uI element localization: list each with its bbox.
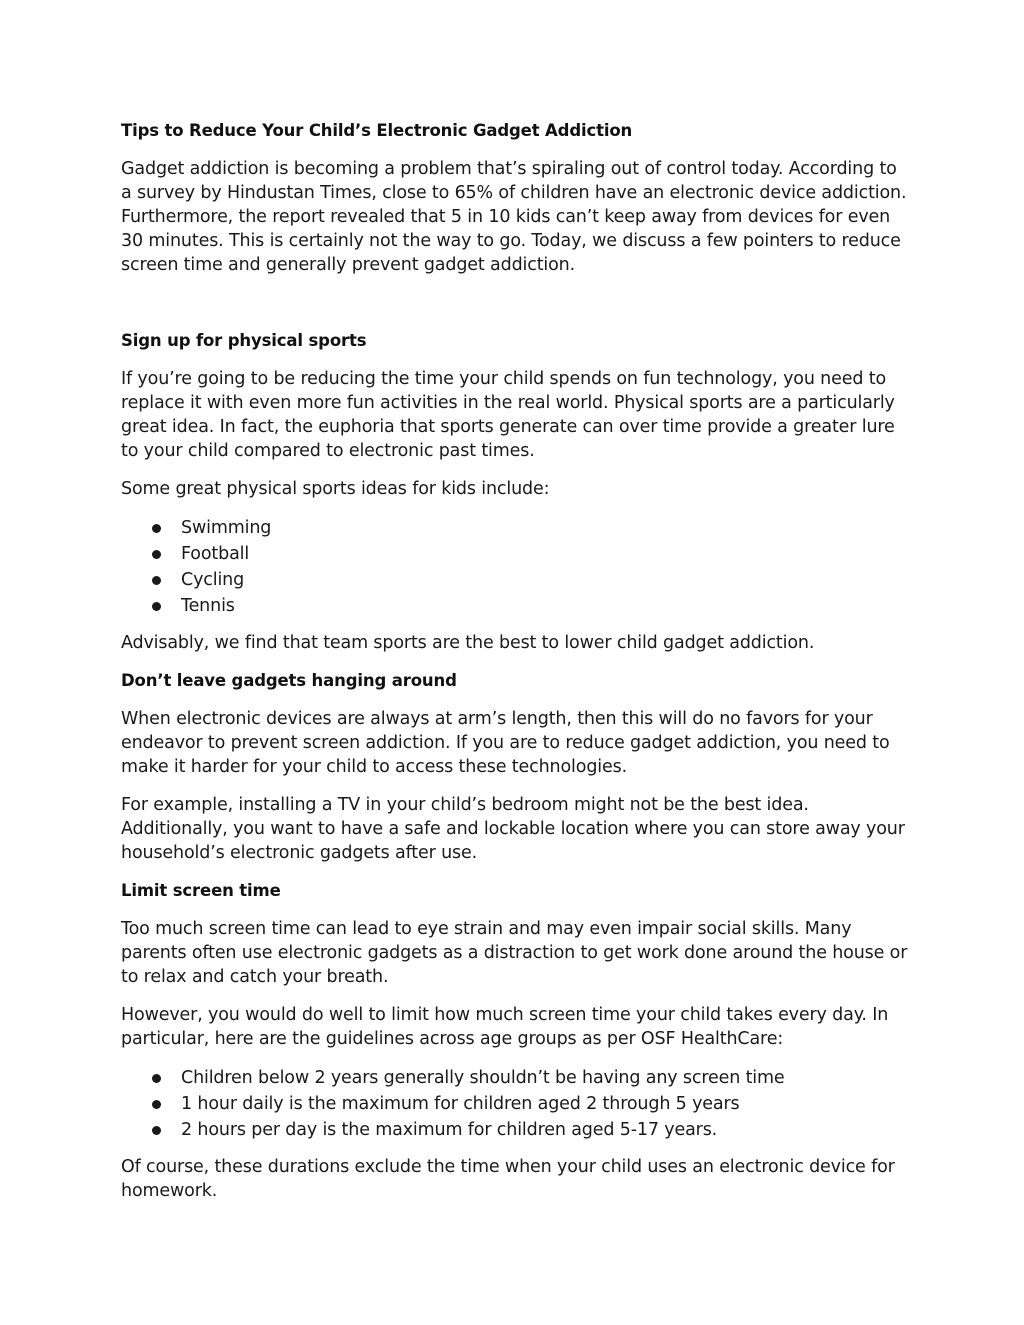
list-item-text: 1 hour daily is the maximum for children aged 2 through 5 years [181,1094,740,1114]
list-item-text: Tennis [181,596,235,616]
bullet-icon [152,1100,161,1109]
bullet-icon [152,550,161,559]
section-spacer [121,291,911,329]
list-item [121,541,911,567]
list-item [121,515,911,541]
bullet-icon [152,602,161,611]
screen-time-guidelines-list [121,1065,911,1143]
physical-sports-paragraph-1: If you’re going to be reducing the time your child spends on fun technology, you need to replace it with even more fun activities in the real world. Physical sports are a particularly great idea. In fact, the euphoria that sports generate can over time provide a greater lure to your child compared to electronic past times. [121,369,895,461]
list-item [121,567,911,593]
intro-paragraph: Gadget addiction is becoming a problem that’s spiraling out of control today. According to a survey by Hindustan Times, close to 65% of children have an electronic device addiction. Furthermore, the report revealed that 5 in 10 kids can’t keep away from devices for even 30 minutes. This is certainly not the way to go. Today, we discuss a few pointers to reduce screen time and generally prevent gadget addiction. [121,159,907,275]
list-item [121,1117,911,1143]
section-heading-physical-sports: Sign up for physical sports [121,331,367,350]
list-item [121,1091,911,1117]
gadgets-around-paragraph-1: When electronic devices are always at arm’s length, then this will do no favors for your endeavor to prevent screen addiction. If you are to reduce gadget addiction, you need to make it harder for your child to access these technologies. [121,709,890,777]
bullet-icon [152,1074,161,1083]
list-item-text: 2 hours per day is the maximum for children aged 5-17 years. [181,1120,718,1140]
physical-sports-paragraph-3: Advisably, we find that team sports are the best to lower child gadget addiction. [121,633,815,653]
list-item-text: Football [181,544,250,564]
physical-sports-paragraph-2: Some great physical sports ideas for kids include: [121,479,550,499]
sports-ideas-list [121,515,911,619]
bullet-icon [152,1126,161,1135]
gadgets-around-paragraph-2: For example, installing a TV in your child’s bedroom might not be the best idea. Additionally, you want to have a safe and lockable location where you can store away your household’s electronic gadgets after use. [121,795,905,863]
bullet-icon [152,524,161,533]
section-heading-limit-screen-time: Limit screen time [121,881,281,900]
list-item [121,1065,911,1091]
limit-screen-time-paragraph-3: Of course, these durations exclude the time when your child uses an electronic device for homework. [121,1157,895,1201]
document-page [121,119,911,1217]
section-heading-gadgets-around: Don’t leave gadgets hanging around [121,671,457,690]
document-title: Tips to Reduce Your Child’s Electronic Gadget Addiction [121,121,633,140]
bullet-icon [152,576,161,585]
list-item-text: Cycling [181,570,245,590]
list-item-text: Swimming [181,518,272,538]
list-item [121,593,911,619]
list-item-text: Children below 2 years generally shouldn’t be having any screen time [181,1068,785,1088]
limit-screen-time-paragraph-1: Too much screen time can lead to eye strain and may even impair social skills. Many parents often use electronic gadgets as a distraction to get work done around the house or to relax and catch your breath. [121,919,908,987]
limit-screen-time-paragraph-2: However, you would do well to limit how much screen time your child takes every day. In particular, here are the guidelines across age groups as per OSF HealthCare: [121,1005,889,1049]
